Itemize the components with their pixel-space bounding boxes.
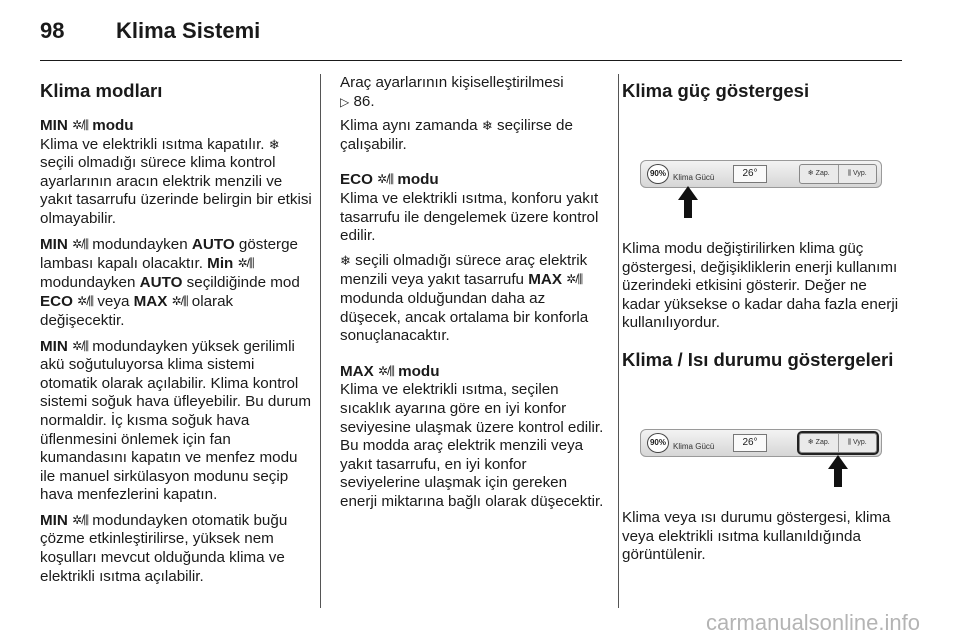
pointer-arrow-icon [678, 186, 698, 218]
figure-klima-guc-gostergesi [622, 116, 884, 226]
text: modundayken [40, 273, 136, 291]
section-heading-klima-guc: Klima güç göstergesi [622, 80, 810, 101]
text: Araç ayarlarının kişiselleştirilmesi [340, 74, 564, 91]
text: AUTO [139, 273, 183, 291]
header-rule [40, 60, 902, 61]
column-3 [622, 74, 907, 571]
ac-on-button [800, 165, 838, 183]
ac-on-button [800, 434, 838, 452]
paragraph [340, 252, 605, 346]
paragraph [40, 235, 312, 331]
text: MAX [133, 293, 168, 311]
text: gösterge lambası kapalı olacaktır. [40, 235, 298, 273]
fan-heat-icon: ✲/⫼ [72, 512, 88, 527]
text: seçili olmadığı sürece klima kontrol ayarlarının aracın elektrik menzili ve yakıt tasarrufu üzerinde belirgin bir etkisi olmayabilir. [40, 154, 312, 227]
figure-klima-isi-durum-gostergeleri [622, 385, 884, 495]
reference-arrow-icon: ▷ [340, 94, 350, 109]
reference-link[interactable]: 86. [353, 92, 375, 110]
text: MIN [40, 337, 68, 355]
fan-heat-icon: ✲/⫼ [72, 118, 88, 132]
climate-bar [640, 429, 882, 457]
heater-icon: ⫼ [847, 438, 851, 446]
column-divider-2 [618, 74, 619, 608]
column-1 [40, 74, 312, 592]
text: Min [207, 255, 234, 273]
text: olarak değişecektir. [40, 293, 234, 329]
ac-snowflake-icon: ❄ [481, 118, 493, 134]
paragraph: Klima modu değiştirilirken klima güç göstergesi, değişikliklerin enerji kullanımı üzerindeki etkisini gösterir. Değer ne kadar yüksekse o kadar daha fazla enerji kullanılıyordur. [622, 240, 899, 332]
section-heading-klima-isi-durumu: Klima / Isı durumu göstergeleri [622, 348, 894, 370]
heat-off-button [838, 434, 877, 452]
power-percentage-indicator: 90% [647, 433, 669, 453]
subheading-min-modu [40, 116, 312, 136]
paragraph: Klima veya ısı durumu göstergesi, klima veya elektrikli ısıtma kullanıldığında görüntülenir. [622, 508, 891, 564]
power-percentage-indicator: 90% [647, 164, 669, 184]
text: MAX [528, 271, 562, 289]
climate-power-label: Klima Gücü [673, 173, 715, 182]
fan-heat-icon: ✲/⫼ [77, 294, 94, 309]
text: seçildiğinde mod [186, 273, 300, 291]
max-label: MAX [340, 362, 374, 380]
fan-heat-icon: ✲/⫼ [566, 272, 583, 287]
heater-icon: ⫼ [847, 169, 851, 177]
text: seçilirse de çalışabilir. [340, 117, 573, 153]
modu-label: modu [397, 171, 439, 189]
modu-label: modu [92, 117, 134, 134]
temperature-display: 26° [733, 434, 767, 452]
text: modundayken [92, 235, 188, 253]
eco-label: ECO [340, 171, 373, 189]
ac-snowflake-icon: ❄ [340, 252, 351, 268]
mode-button-group [799, 164, 877, 184]
ac-snowflake-icon: ❄ [807, 169, 814, 177]
text: MIN [40, 235, 68, 253]
ac-snowflake-icon: ❄ [268, 136, 280, 152]
min-label: MIN [40, 117, 68, 134]
text: veya [97, 293, 130, 311]
paragraph: Klima ve elektrikli ısıtma, konforu yakıt tasarrufu ile dengelemek üzere kontrol edilir. [340, 189, 599, 245]
text: modunda olduğundan daha az düşecek, ancak ortalama bir konforla sonuçlanacaktır. [340, 289, 589, 345]
pointer-arrow-icon [828, 455, 848, 487]
watermark: carmanualsonline.info [705, 610, 920, 635]
modu-label: modu [398, 362, 440, 380]
paragraph [340, 74, 605, 111]
paragraph [40, 136, 312, 229]
column-2 [340, 74, 605, 517]
text: modundayken otomatik buğu çözme etkinleştirilirse, yüksek nem koşulları mevcut olduğunda klima ve elektrikli ısıtma açılabilir. [40, 511, 288, 585]
page-header [40, 18, 260, 52]
climate-power-label: Klima Gücü [673, 441, 715, 451]
button-label: Vyp. [852, 169, 867, 177]
button-label: Vyp. [852, 438, 867, 446]
button-label: Zap. [815, 169, 830, 177]
text: MIN [40, 511, 68, 529]
heat-off-button [838, 165, 877, 183]
mode-button-group-highlighted [799, 433, 877, 453]
fan-heat-icon: ✲/⫼ [72, 236, 88, 251]
ac-snowflake-icon: ❄ [807, 438, 814, 446]
paragraph [340, 117, 605, 154]
running-title: Klima Sistemi [116, 18, 261, 43]
paragraph [40, 337, 312, 505]
text: seçili olmadığı sürece araç elektrik menzili veya yakıt tasarrufu [340, 251, 588, 289]
column-divider-1 [320, 74, 321, 608]
fan-heat-icon: ✲/⫼ [171, 294, 188, 309]
text: AUTO [191, 235, 235, 253]
subheading-eco-modu [340, 170, 605, 190]
fan-heat-icon: ✲/⫼ [237, 256, 254, 271]
section-heading-klima-modlari: Klima modları [40, 80, 163, 101]
fan-heat-icon: ✲/⫼ [377, 363, 394, 378]
fan-heat-icon: ✲/⫼ [72, 338, 88, 353]
button-label: Zap. [815, 438, 830, 446]
paragraph: Klima ve elektrikli ısıtma, seçilen sıcaklık ayarına göre en iyi konfor seviyesine ulaşmak üzere kontrol edilir. Bu modda araç elektrik menzili veya yakıt tasarrufu, en iyi konfor seviyelerine ulaşmak için gereken enerji miktarına bağlı olarak düşecektir. [340, 381, 604, 510]
text: ECO [40, 293, 73, 311]
climate-bar [640, 160, 882, 188]
fan-heat-icon: ✲/⫼ [377, 172, 394, 187]
temperature-display: 26° [733, 165, 767, 183]
text: Klima aynı zamanda [340, 117, 478, 135]
text: modundayken yüksek gerilimli akü soğutuluyorsa klima sistemi otomatik olarak açılabilir. Klima kontrol sistemi soğuk hava üfleyebilir. Bu durum normaldir. İç kısma soğuk hava üflenmesini önlemek için fan kumandasını kapatın ve menfez modu ile manuel sirkülasyon modunu seçip hava menfezlerini kapatın. [40, 337, 311, 504]
page-number: 98 [40, 18, 65, 43]
text: Klima ve elektrikli ısıtma kapatılır. [40, 135, 265, 153]
paragraph [40, 511, 312, 586]
subheading-max-modu [340, 362, 605, 382]
